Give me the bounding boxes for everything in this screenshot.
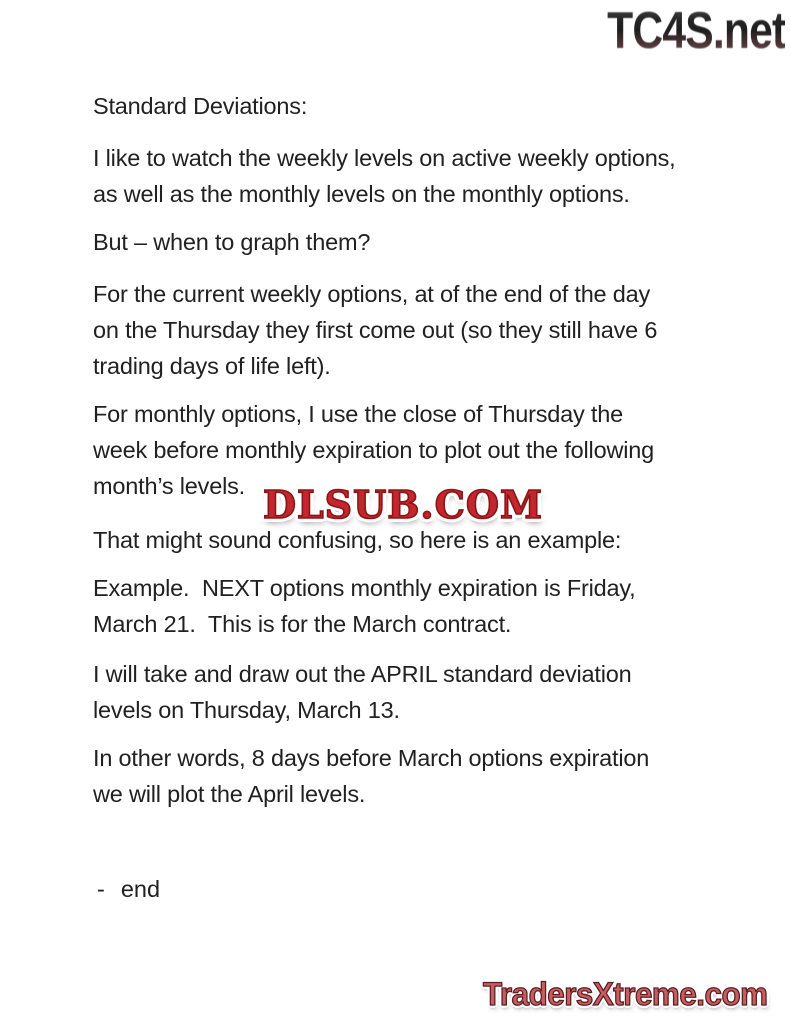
paragraph xyxy=(93,522,621,558)
text-line: For the current weekly options, at of the end of the day xyxy=(93,281,651,307)
paragraph xyxy=(93,656,632,728)
text-line: I like to watch the weekly levels on active weekly options, xyxy=(93,145,676,171)
end-marker xyxy=(97,871,160,907)
text-line: For monthly options, I use the close of Thursday the xyxy=(93,401,623,427)
text-line: we will plot the April levels. xyxy=(93,781,366,807)
end-marker-label: end xyxy=(120,876,161,902)
text-line: week before monthly expiration to plot out the following xyxy=(93,437,654,463)
end-marker-bullet: - xyxy=(97,876,105,902)
paragraph xyxy=(93,570,636,642)
text-line: levels on Thursday, March 13. xyxy=(93,697,400,723)
paragraph-heading xyxy=(93,88,307,124)
paragraph xyxy=(93,224,370,260)
text-line: Standard Deviations: xyxy=(93,93,308,119)
tc4s-logo-watermark: TC4S.net xyxy=(606,2,785,60)
text-line: That might sound confusing, so here is an example: xyxy=(93,527,622,553)
text-line: March 21. This is for the March contract. xyxy=(93,611,512,637)
text-line: In other words, 8 days before March options expiration xyxy=(93,745,650,771)
text-line: trading days of life left). xyxy=(93,353,331,379)
text-line: But – when to graph them? xyxy=(93,229,371,255)
text-line: on the Thursday they first come out (so they still have 6 xyxy=(93,317,658,343)
text-line: month’s levels. xyxy=(93,473,245,499)
text-line: Example. NEXT options monthly expiration is Friday, xyxy=(93,575,636,601)
paragraph xyxy=(93,740,649,812)
tradersxtreme-watermark: TradersXtreme.com xyxy=(483,976,768,1012)
text-line: I will take and draw out the APRIL standard deviation xyxy=(93,661,632,687)
paragraph xyxy=(93,140,676,212)
dlsub-watermark: DLSUB.COM xyxy=(263,482,544,527)
text-line: as well as the monthly levels on the monthly options. xyxy=(93,181,630,207)
paragraph xyxy=(93,276,657,384)
